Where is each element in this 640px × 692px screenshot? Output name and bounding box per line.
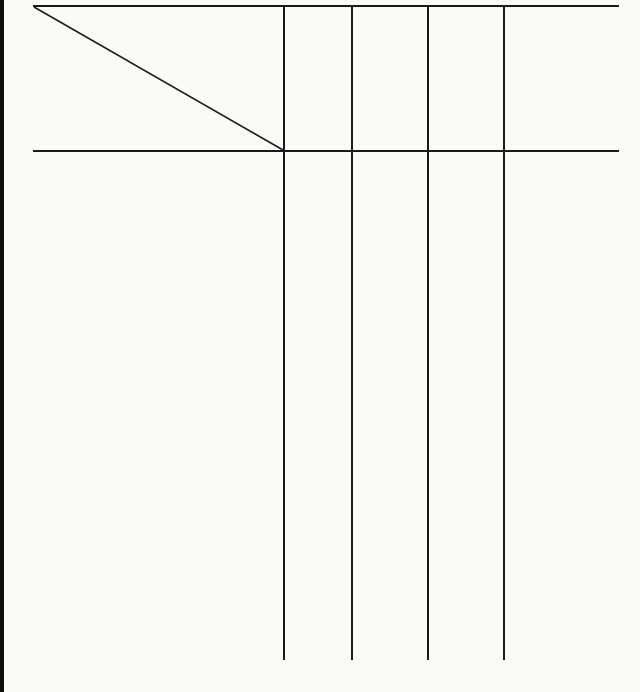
column-divider-2 bbox=[351, 5, 353, 660]
page-right-border bbox=[0, 0, 4, 692]
column-divider-3 bbox=[427, 5, 429, 660]
column-divider-1 bbox=[283, 5, 285, 660]
table-top-rule bbox=[33, 5, 619, 7]
header-bottom-rule bbox=[33, 150, 619, 152]
column-divider-4 bbox=[503, 5, 505, 660]
